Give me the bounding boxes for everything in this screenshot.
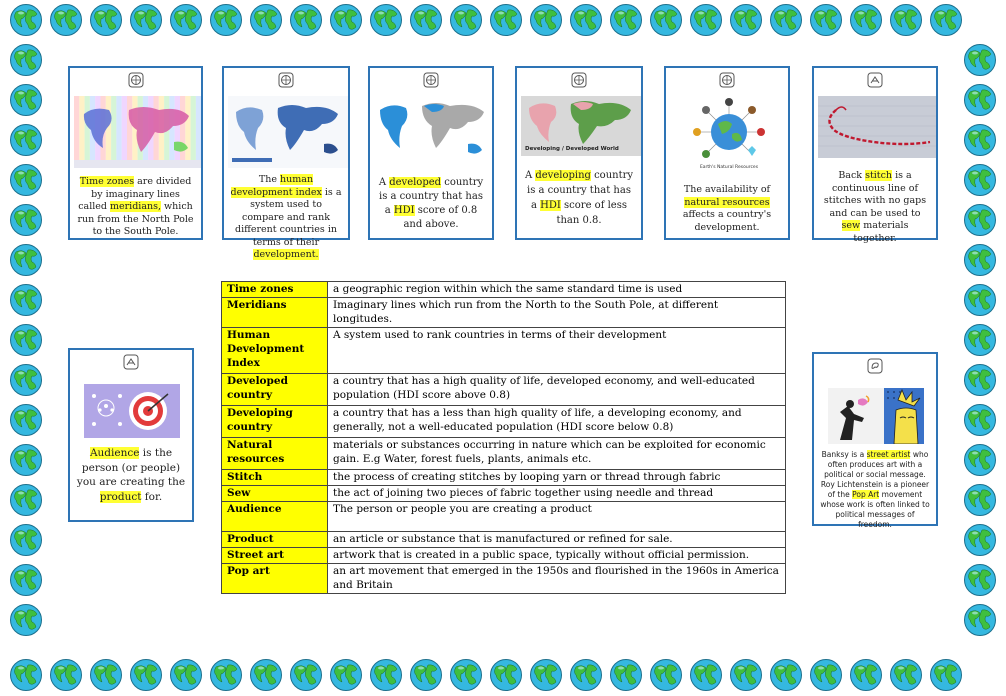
card-text: Banksy is a street artist who often produces art with a political or social message. Roy Lichtenstein is a pioneer of the Pop Art movement whose work is often linked to political messages of freedom. xyxy=(820,450,930,529)
time-zone-map-image xyxy=(74,96,201,168)
globe-icon xyxy=(963,123,997,157)
globe-icon xyxy=(49,658,83,692)
globe-icon xyxy=(9,523,43,557)
geography-icon xyxy=(423,72,439,88)
card-developed xyxy=(368,66,494,240)
globe-icon xyxy=(9,403,43,437)
globe-icon xyxy=(209,658,243,692)
natural-resources-image xyxy=(670,96,788,172)
globe-icon xyxy=(9,43,43,77)
globe-icon xyxy=(963,243,997,277)
globe-icon xyxy=(209,3,243,37)
globe-icon xyxy=(9,323,43,357)
glossary-row xyxy=(222,502,786,532)
image-caption: Earth's Natural Resources xyxy=(699,165,759,170)
glossary-definition: a country that has a less than high quality of life, a developing economy, and generally, not a well-educated population (HDI score below 0.8) xyxy=(328,406,786,438)
globe-icon xyxy=(963,283,997,317)
globe-icon xyxy=(89,658,123,692)
globe-icon xyxy=(963,43,997,77)
glossary-definition: a geographic region within which the same standard time is used xyxy=(328,282,786,298)
globe-icon xyxy=(9,243,43,277)
glossary-row xyxy=(222,532,786,548)
glossary-definition: an article or substance that is manufactured or refined for sale. xyxy=(328,532,786,548)
glossary-term: Developed country xyxy=(222,374,328,406)
map-caption: Developing / Developed World xyxy=(525,146,619,152)
globe-icon xyxy=(129,3,163,37)
globe-icon xyxy=(649,658,683,692)
globe-icon xyxy=(963,523,997,557)
globe-icon xyxy=(529,3,563,37)
glossary-row xyxy=(222,298,786,328)
globe-icon xyxy=(169,3,203,37)
globe-icon xyxy=(329,658,363,692)
globe-icon xyxy=(849,658,883,692)
glossary-definition: artwork that is created in a public space, typically without official permission. xyxy=(328,548,786,564)
card-street-art xyxy=(812,352,938,529)
audience-target-image xyxy=(84,384,180,438)
glossary-term: Street art xyxy=(222,548,328,564)
glossary-definition: materials or substances occurring in nature which can be exploited for economic gain. E.g Water, forest fuels, plants, animals etc. xyxy=(328,438,786,470)
globe-icon xyxy=(963,403,997,437)
card-text: A developed country is a country that has a HDI score of 0.8 and above. xyxy=(378,177,484,230)
globe-icon xyxy=(369,658,403,692)
stitch-image xyxy=(818,96,936,158)
globe-icon xyxy=(449,658,483,692)
glossary-definition: The person or people you are creating a product xyxy=(328,502,786,532)
globe-icon xyxy=(769,658,803,692)
glossary-row xyxy=(222,374,786,406)
globe-icon xyxy=(963,483,997,517)
glossary-term: Time zones xyxy=(222,282,328,298)
globe-icon xyxy=(889,3,923,37)
globe-icon xyxy=(849,3,883,37)
glossary-row xyxy=(222,548,786,564)
glossary-definition: the act of joining two pieces of fabric together using needle and thread xyxy=(328,486,786,502)
geography-icon xyxy=(571,72,587,88)
globe-icon xyxy=(769,3,803,37)
globe-icon xyxy=(963,443,997,477)
globe-icon xyxy=(963,363,997,397)
globe-icon xyxy=(963,203,997,237)
globe-icon xyxy=(409,3,443,37)
glossary-term: Product xyxy=(222,532,328,548)
glossary-term: Pop art xyxy=(222,564,328,594)
globe-icon xyxy=(689,658,723,692)
glossary-term: Audience xyxy=(222,502,328,532)
street-art-image xyxy=(828,388,924,444)
globe-icon xyxy=(329,3,363,37)
globe-icon xyxy=(169,658,203,692)
geography-icon xyxy=(719,72,735,88)
glossary-row xyxy=(222,470,786,486)
art-icon xyxy=(867,358,883,374)
geography-icon xyxy=(278,72,294,88)
globe-icon xyxy=(809,3,843,37)
card-audience xyxy=(68,348,194,522)
globe-icon xyxy=(9,163,43,197)
globe-icon xyxy=(249,3,283,37)
developed-map-image xyxy=(374,96,492,168)
glossary-definition: A system used to rank countries in terms of their development xyxy=(328,328,786,374)
design-tech-icon xyxy=(867,72,883,88)
glossary-row xyxy=(222,328,786,374)
globe-icon xyxy=(729,3,763,37)
globe-icon xyxy=(489,3,523,37)
globe-icon xyxy=(929,658,963,692)
glossary-table xyxy=(221,281,786,594)
globe-icon xyxy=(9,123,43,157)
globe-icon xyxy=(729,658,763,692)
glossary-row xyxy=(222,564,786,594)
card-hdi xyxy=(222,66,350,260)
glossary-term: Sew xyxy=(222,486,328,502)
card-developing xyxy=(515,66,643,240)
glossary-term: Natural resources xyxy=(222,438,328,470)
card-text: Back stitch is a continuous line of stitches with no gaps and can be used to sew materials together. xyxy=(823,170,927,244)
globe-icon xyxy=(249,658,283,692)
geography-icon xyxy=(128,72,144,88)
globe-icon xyxy=(649,3,683,37)
design-tech-icon xyxy=(123,354,139,370)
hdi-map-image xyxy=(228,96,348,168)
globe-icon xyxy=(129,658,163,692)
glossary-row xyxy=(222,438,786,470)
globe-icon xyxy=(529,658,563,692)
card-text: Time zones are divided by imaginary lines called meridians, which run from the North Pole to the South Pole. xyxy=(77,176,194,237)
globe-icon xyxy=(609,658,643,692)
card-stitch xyxy=(812,66,938,244)
globe-icon xyxy=(9,83,43,117)
glossary-row xyxy=(222,282,786,298)
glossary-row xyxy=(222,406,786,438)
card-time-zones xyxy=(68,66,203,240)
globe-icon xyxy=(609,3,643,37)
globe-icon xyxy=(9,658,43,692)
card-natural-resources xyxy=(664,66,790,240)
globe-icon xyxy=(569,658,603,692)
globe-icon xyxy=(963,163,997,197)
glossary-definition: a country that has a high quality of life, developed economy, and well-educated population (HDI score above 0.8) xyxy=(328,374,786,406)
globe-icon xyxy=(289,658,323,692)
card-text: A developing country is a country that has a HDI score of less than 0.8. xyxy=(524,170,634,226)
globe-icon xyxy=(49,3,83,37)
glossary-term: Developing country xyxy=(222,406,328,438)
globe-icon xyxy=(9,3,43,37)
glossary-definition: Imaginary lines which run from the North to the South Pole, at different longitudes. xyxy=(328,298,786,328)
glossary-row xyxy=(222,486,786,502)
glossary-definition: an art movement that emerged in the 1950s and flourished in the 1960s in America and Britain xyxy=(328,564,786,594)
globe-icon xyxy=(963,323,997,357)
globe-icon xyxy=(963,83,997,117)
globe-icon xyxy=(449,3,483,37)
globe-icon xyxy=(889,658,923,692)
glossary-definition: the process of creating stitches by looping yarn or thread through fabric xyxy=(328,470,786,486)
globe-icon xyxy=(963,603,997,637)
globe-icon xyxy=(9,483,43,517)
glossary-term: Human Development Index xyxy=(222,328,328,374)
globe-icon xyxy=(9,283,43,317)
globe-icon xyxy=(369,3,403,37)
globe-icon xyxy=(9,563,43,597)
globe-icon xyxy=(569,3,603,37)
globe-icon xyxy=(289,3,323,37)
globe-icon xyxy=(9,603,43,637)
globe-icon xyxy=(9,363,43,397)
globe-icon xyxy=(963,563,997,597)
card-text: The availability of natural resources affects a country's development. xyxy=(682,184,772,233)
card-text: The human development index is a system used to compare and rank different countries in terms of their development. xyxy=(230,174,342,260)
globe-icon xyxy=(929,3,963,37)
card-text: Audience is the person (or people) you are creating the product for. xyxy=(76,447,186,503)
globe-icon xyxy=(809,658,843,692)
globe-icon xyxy=(489,658,523,692)
globe-icon xyxy=(9,203,43,237)
globe-icon xyxy=(689,3,723,37)
glossary-term: Meridians xyxy=(222,298,328,328)
globe-icon xyxy=(409,658,443,692)
globe-icon xyxy=(9,443,43,477)
glossary-term: Stitch xyxy=(222,470,328,486)
globe-icon xyxy=(89,3,123,37)
